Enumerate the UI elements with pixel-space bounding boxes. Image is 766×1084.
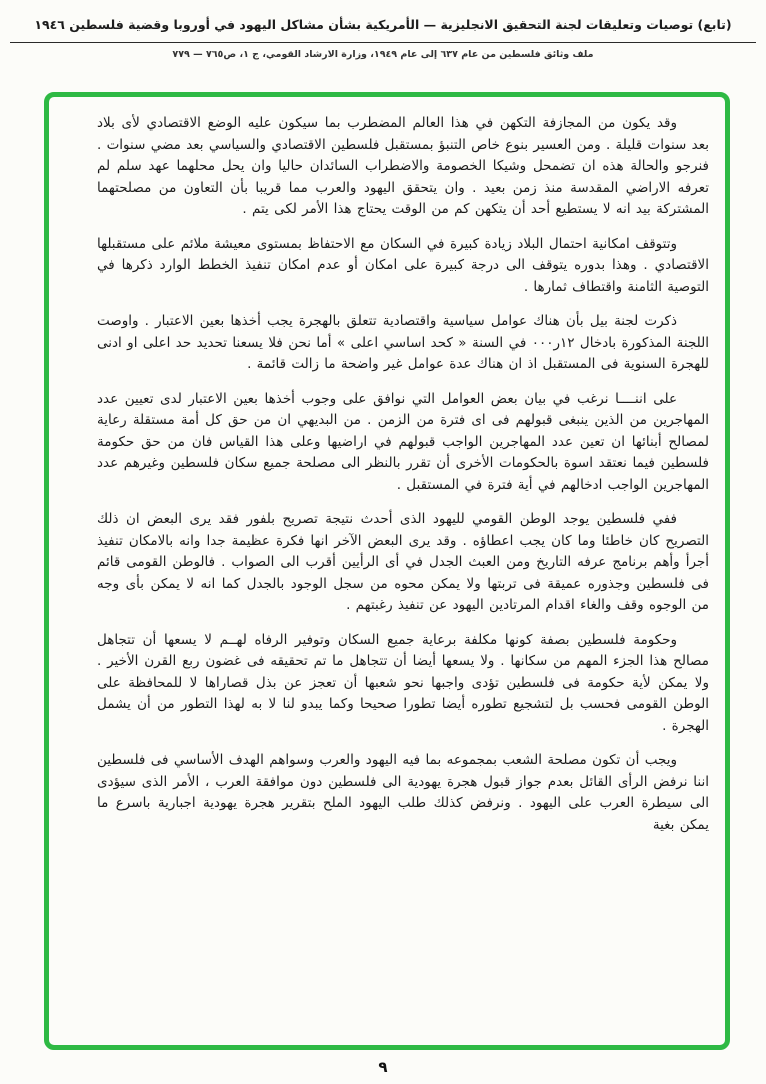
body-paragraph: ذكرت لجنة بيل بأن هناك عوامل سياسية واقتصادية تتعلق بالهجرة يجب أخذها بعين الاعتبار . واوصت اللجنة المذكورة بادخال ١٢ر٠٠٠ في السنة « كحد اساسي اعلى » أما نحن فلا يسعنا تحديد حد اعلى او ادنى للهجرة السنوية فى المستقبل اذ ان هناك عدة عوامل غير واضحة ما زالت قائمة .: [97, 313, 709, 372]
source-citation-line: ملف وثائق فلسطين من عام ٦٣٧ إلى عام ١٩٤٩، وزارة الارشاد القومي، ج ١، ص٧٦٥ — ٧٧٩: [172, 48, 594, 60]
body-paragraph: وتتوقف امكانية احتمال البلاد زيادة كبيرة في السكان مع الاحتفاظ بمستوى معيشة ملائم على مستقبلها الاقتصادي . وهذا بدوره يتوقف الى درجة كبيرة على امكان أو عدم امكان تنفيذ الخطط الوارد ذكرها في التوصية الثامنة واقتطاف ثمارها .: [97, 235, 709, 295]
body-paragraph: ففي فلسطين يوجد الوطن القومي لليهود الذى أحدث نتيجة تصريح بلفور فقد يرى البعض ان ذلك التصريح كان خاطئا وما كان يجب اعطاؤه . وقد يرى البعض الآخر انها فكرة عظيمة جدا وانه بالامكان تنفيذ أجرأ وأهم برنامج عرفه التاريخ ومن العبث الجدل في أى الرأيين أقرب الى الصواب . فالوطن القومى قائم فى فلسطين وجذوره عميقة فى تربتها ولا يمكن محوه من سجل الوجود بالجدل كما انه لا يمكن بأى وجه من الوجوه وقف والغاء اقدام المرتادين اليهود عن تنفيذ رغبتهم .: [97, 511, 709, 613]
body-paragraph: ويجب أن تكون مصلحة الشعب بمجموعه بما فيه اليهود والعرب وسواهم الهدف الأساسي فى فلسطين اننا نرفض الرأى القائل بعدم جواز قبول هجرة يهودية الى فلسطين دون موافقة العرب ، الأمر الذى سيؤدى الى سيطرة العرب على اليهود . ونرفض كذلك طلب اليهود الملح بتقرير هجرة يهودية اجبارية باسرع ما يمكن بغية: [97, 752, 709, 833]
body-paragraph: وحكومة فلسطين بصفة كونها مكلفة برعاية جميع السكان وتوفير الرفاه لهــم لا يسعها أن تتجاهل مصالح هذا الجزء المهم من سكانها . ولا يسعها أيضا أن تتجاهل ما تم تحقيقه فى غضون ربع القرن الأخير . ولا يمكن لأية حكومة فى فلسطين تؤدى واجبها نحو شعبها أن تعجز عن بذل قصاراها لا للمحافظة على الوطن القومى فحسب بل لتشجيع تطوره أيضا تطورا صحيحا وكما يبدو لنا لا به لهذا التطور من أن يشمل الهجرة .: [97, 631, 709, 734]
document-title: (تابع) توصيات وتعليقات لجنة التحقيق الانجليزية — الأمريكية بشأن مشاكل اليهود في أوروبا وقضية فلسطين ١٩٤٦: [10, 16, 756, 43]
body-paragraph: وقد يكون من المجازفة التكهن في هذا العالم المضطرب بما سيكون عليه الوضع الاقتصادي لأى بلاد بعد سنوات قليلة . ومن العسير بنوع خاص التنبؤ بمستقبل فلسطين الاقتصادي والسياسي بعد مضي سنوات . فنرجو والحالة هذه ان تضمحل وشيكا الخصومة والاضطراب السائدان حاليا وان يحل محلهما عهد سلم لم تعرفه الاراضي المقدسة منذ زمن بعيد . وان يتحقق اليهود والعرب مما قريبا بأن التعاون من مصلحتهما المشتركة بيد انه لا يستطيع أحد أن يتكهن كم من الوقت يحتاج هذا الأمر لكى يتم .: [97, 115, 709, 217]
document-header: [10, 16, 756, 60]
page-number: ٩: [378, 1058, 388, 1076]
body-paragraph: على اننــــا نرغب في بيان بعض العوامل التي نوافق على وجوب أخذها بعين الاعتبار لدى تعيين عدد المهاجرين من الذين ينبغى قبولهم فى اى فترة من الزمن . من البديهي ان من حق كل أمة مستقلة رعاية لمصالح أبنائها ان تعين عدد المهاجرين الواجب قبولهم في اراضيها وعلى هذا القياس فان من حق حكومة فلسطين فيما نعتقد اسوة بالحكومات الأخرى أن تقرر بالنظر الى مصلحة جميع سكان فلسطين وغيرهم عدد المهاجرين الواجب ادخالهم في أية فترة في المستقبل .: [97, 390, 709, 493]
content-frame: [44, 92, 730, 1050]
